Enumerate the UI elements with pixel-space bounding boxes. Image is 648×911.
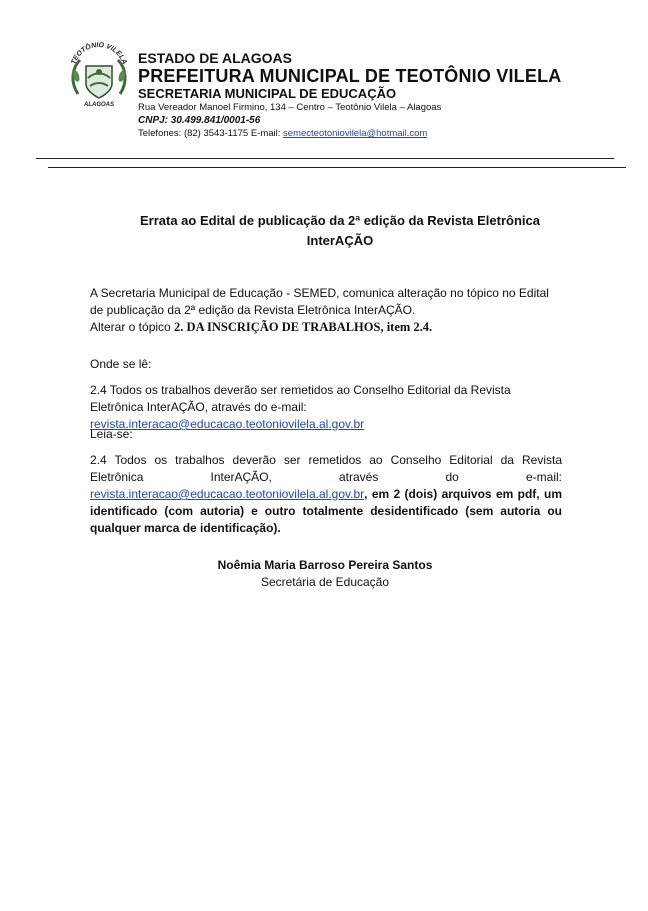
header-divider-top bbox=[36, 158, 614, 159]
alter-topic: 2. DA INSCRIÇÃO DE TRABALHOS, item 2.4. bbox=[174, 320, 433, 334]
original-email-link[interactable]: revista.interacao@educacao.teotoniovilela.al.gov.br bbox=[90, 417, 365, 431]
onde-se-le-label: Onde se lê: bbox=[90, 357, 152, 371]
letterhead bbox=[60, 30, 620, 155]
letterhead-text bbox=[138, 50, 618, 140]
intro-paragraph bbox=[90, 285, 562, 336]
state-name: ESTADO DE ALAGOAS bbox=[138, 50, 293, 66]
new-email-link[interactable]: revista.interacao@educacao.teotoniovilela.al.gov.br bbox=[90, 487, 365, 501]
letterhead-email-link[interactable]: semecteotoniovilela@hotmail.com bbox=[283, 128, 428, 139]
seal-top-text: TEOTÔNIO VILELA bbox=[70, 41, 128, 66]
alter-topic-line bbox=[90, 319, 562, 336]
new-clause bbox=[90, 452, 562, 537]
leia-se-label: Leia-se: bbox=[90, 427, 133, 441]
cnpj: CNPJ: 30.499.841/0001-56 bbox=[138, 115, 261, 126]
intro-text: A Secretaria Municipal de Educação - SEMED, comunica alteração no tópico no Edital de publicação da 2ª edição da Revista Eletrônica InterAÇÃO. bbox=[90, 286, 549, 317]
alter-prefix: Alterar o tópico bbox=[90, 320, 175, 334]
signature-block bbox=[150, 557, 500, 591]
municipal-seal-icon bbox=[66, 32, 132, 108]
document-title: Errata ao Edital de publicação da 2ª edição da Revista Eletrônica InterAÇÃO bbox=[139, 213, 540, 248]
new-clause-text: 2.4 Todos os trabalhos deverão ser remetidos ao Conselho Editorial da Revista Eletrônica InterAÇÃO, através do e-mail: bbox=[90, 453, 562, 484]
phones: Telefones: (82) 3543-1175 E-mail: bbox=[138, 128, 284, 139]
department-name: SECRETARIA MUNICIPAL DE EDUCAÇÃO bbox=[138, 86, 397, 101]
seal-bottom-text: ALAGOAS bbox=[84, 102, 114, 108]
contact-line bbox=[138, 127, 618, 140]
new-clause-bold-text: , em 2 (dois) arquivos em pdf, um identificado (com autoria) e outro totalmente desidentificado (sem autoria ou qualquer marca de identificação). bbox=[90, 487, 562, 535]
header-divider-bottom bbox=[48, 167, 626, 168]
signatory-name: Noêmia Maria Barroso Pereira Santos bbox=[217, 558, 433, 572]
original-clause-text: 2.4 Todos os trabalhos deverão ser remetidos ao Conselho Editorial da Revista Eletrônica InterAÇÃO, através do e-mail: bbox=[90, 383, 511, 414]
signatory-role: Secretária de Educação bbox=[260, 575, 390, 589]
municipality-name: PREFEITURA MUNICIPAL DE TEOTÔNIO VILELA bbox=[138, 66, 562, 86]
address: Rua Vereador Manoel Firmino, 134 – Centro – Teotônio Vilela – Alagoas bbox=[138, 102, 442, 113]
